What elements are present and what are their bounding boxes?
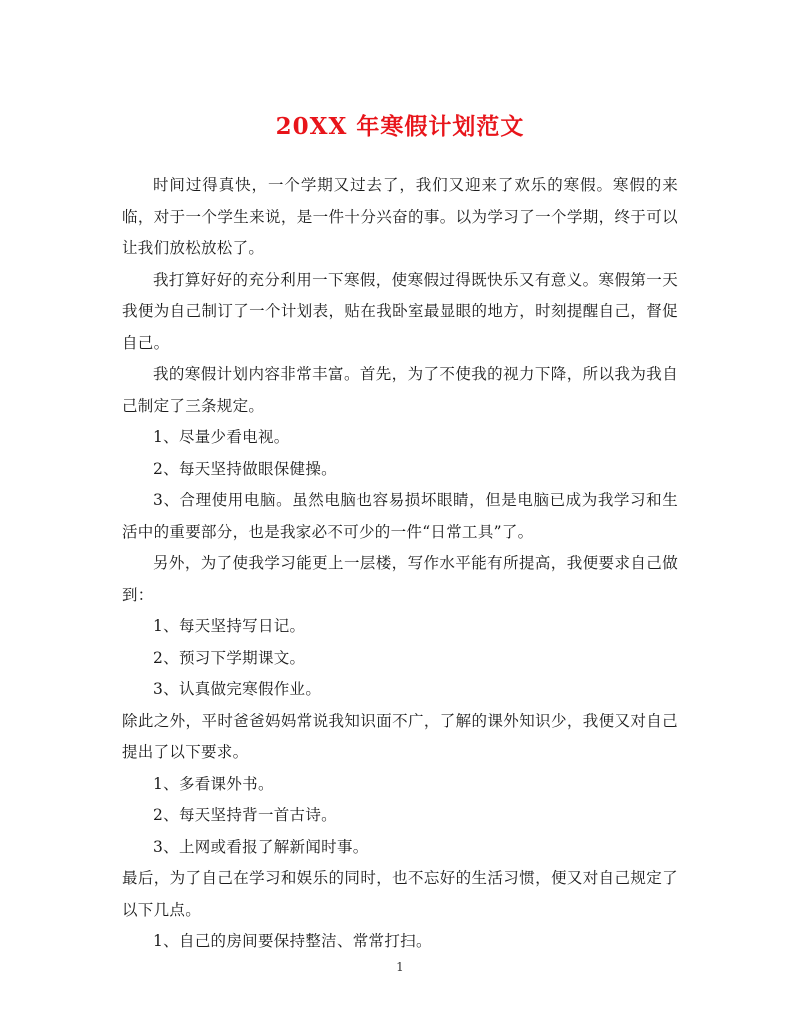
list-item: 3、认真做完寒假作业。: [153, 680, 322, 698]
list-item: 1、尽量少看电视。: [153, 428, 290, 446]
list-item: 3、合理使用电脑。虽然电脑也容易损坏眼睛，但是电脑已成为我学习和生活中的重要部分，也是我家必不可少的一件“日常工具”了。: [122, 491, 678, 541]
paragraph-content: 我的寒假计划内容非常丰富。首先，为了不使我的视力下降，所以我为我自己制定了三条规定。: [122, 365, 678, 415]
list-item: 2、每天坚持做眼保健操。: [153, 459, 337, 478]
paragraph-plan: 我打算好好的充分利用一下寒假，使寒假过得既快乐又有意义。寒假第一天我便为自己制订了一个计划表，贴在我卧室最显眼的地方，时刻提醒自己，督促自己。: [122, 270, 678, 352]
list-item: 1、每天坚持写日记。: [153, 617, 306, 635]
paragraph-habits: 最后，为了自己在学习和娱乐的同时，也不忘好的生活习惯，便又对自己规定了以下几点。: [122, 869, 678, 919]
page-number: 1: [396, 960, 404, 974]
list-item: 3、上网或看报了解新闻时事。: [153, 837, 369, 856]
paragraph-intro: 时间过得真快，一个学期又过去了，我们又迎来了欢乐的寒假。寒假的来临，对于一个学生来说，是一件十分兴奋的事。以为学习了一个学期，终于可以让我们放松放松了。: [122, 176, 678, 257]
list-item: 2、每天坚持背一首古诗。: [153, 806, 337, 824]
list-item: 1、多看课外书。: [153, 774, 274, 793]
list-item: 1、自己的房间要保持整洁、常常打扫。: [153, 932, 432, 950]
document-title: 20XX 年寒假计划范文: [275, 113, 525, 140]
paragraph-study: 另外，为了使我学习能更上一层楼，写作水平能有所提高，我便要求自己做到：: [122, 554, 678, 604]
document-body: [122, 170, 678, 958]
paragraph-extra: 除此之外，平时爸爸妈妈常说我知识面不广，了解的课外知识少，我便又对自己提出了以下要求。: [122, 711, 678, 761]
list-item: 2、预习下学期课文。: [153, 648, 306, 667]
